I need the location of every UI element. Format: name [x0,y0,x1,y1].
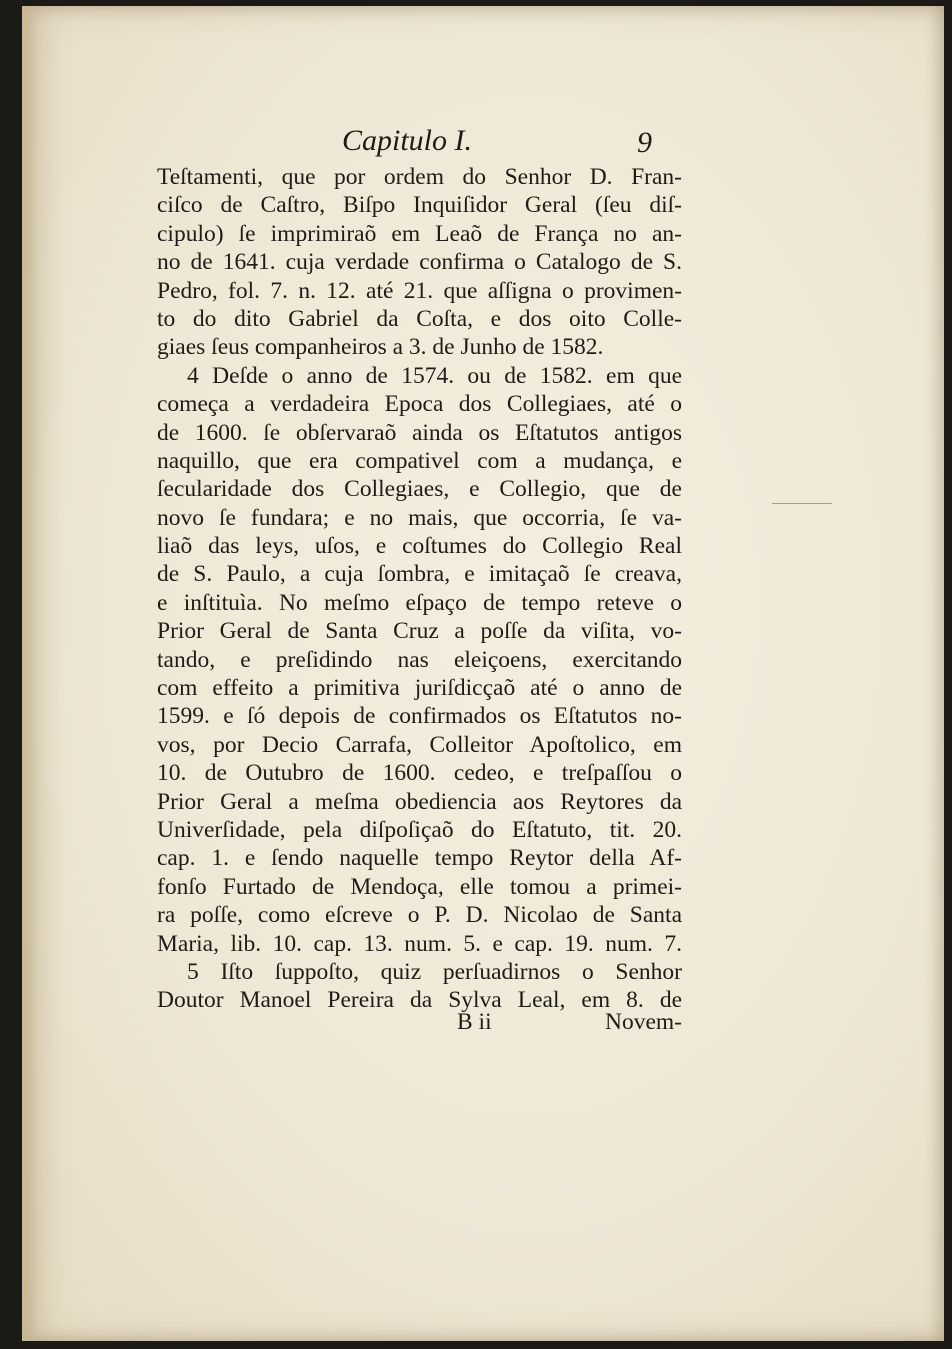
text-line: de 1600. ſe obſervaraõ ainda os Eſtatutos antigos [157,419,682,446]
page-gutter [22,6,38,1341]
text-line: Prior Geral a meſma obediencia aos Reytores da [157,788,682,815]
margin-mark [772,503,832,504]
paragraph-start: 5 Iſto ſuppoſto, quiz perſuadirnos o Senhor [187,958,682,985]
text-line: com effeito a primitiva juriſdicçaõ até o anno de [157,675,682,702]
catchword: Novem- [604,1009,682,1035]
text-line: Pedro, fol. 7. n. 12. até 21. que aſſigna o provimen- [157,277,682,304]
text-line: ciſco de Caſtro, Biſpo Inquiſidor Geral (ſeu diſ- [157,192,682,219]
text-line: ra poſſe, como eſcreve o P. D. Nicolao de Santa [157,902,682,929]
text-line: ſecularidade dos Collegiaes, e Collegio, que de [157,476,682,503]
text-line: to do dito Gabriel da Coſta, e dos oito Colle- [157,305,682,332]
text-line: Prior Geral de Santa Cruz a poſſe da viſita, vo- [157,618,682,645]
text-line: Maria, lib. 10. cap. 13. num. 5. e cap. 19. num. 7. [157,930,682,957]
text-line: Teſtamenti, que por ordem do Senhor D. Fran- [157,164,682,190]
text-line: novo ſe fundara; e no mais, que occorria, ſe va- [157,504,682,531]
text-line: naquillo, que era compativel com a mudança, e [157,447,682,474]
text-line: 1599. e ſó depois de confirmados os Eſtatutos no- [157,703,682,730]
text-line: tando, e preſidindo nas eleiçoens, exercitando [157,646,682,673]
signature-mark: B ii [457,1009,492,1035]
page-footer [457,1009,682,1039]
text-line: fonſo Furtado de Mendoça, elle tomou a primei- [157,873,682,900]
text-line: Doutor Manoel Pereira da Sylva Leal, em 8. de [157,987,682,1014]
text-line: no de 1641. cuja verdade confirma o Catalogo de S. [157,249,682,276]
text-line: vos, por Decio Carrafa, Colleitor Apoſtolico, em [157,731,682,758]
text-line: cipulo) ſe imprimiraõ em Leaõ de França no an- [157,220,682,247]
book-page [22,6,944,1341]
text-line: giaes ſeus companheiros a 3. de Junho de 1582. [157,334,604,361]
text-line: 10. de Outubro de 1600. cedeo, e treſpaſſou o [157,760,682,787]
text-line: Univerſidade, pela diſpoſiçaõ do Eſtatuto, tit. 20. [157,816,682,843]
text-line: de S. Paulo, a cuja ſombra, e imitaçaõ ſe creava, [157,561,682,588]
page-number: 9 [637,126,652,159]
text-line: cap. 1. e ſendo naquelle tempo Reytor della Af- [157,845,682,872]
text-line: começa a verdadeira Epoca dos Collegiaes, até o [157,391,682,418]
paragraph-start: 4 Deſde o anno de 1574. ou de 1582. em que [187,362,682,389]
text-line: e inſtituìa. No meſmo eſpaço de tempo reteve o [157,589,682,616]
text-line: liaõ das leys, uſos, e coſtumes do Collegio Real [157,533,682,560]
running-title: Capitulo I. [342,124,473,157]
body-text [157,163,682,1015]
